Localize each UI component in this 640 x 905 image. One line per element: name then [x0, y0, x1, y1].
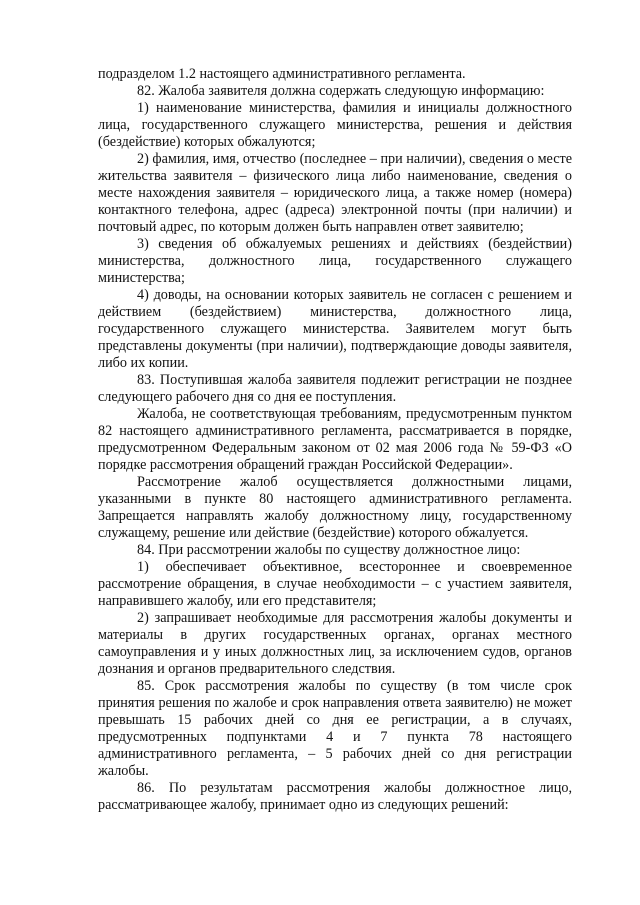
paragraph-83-review: Рассмотрение жалоб осуществляется должностными лицами, указанными в пункте 80 настоящего административного регламента. Запрещается направлять жалобу должностному лицу, государственному служащему, решение или действие (бездействие) которого обжалуется.	[98, 474, 572, 541]
paragraph-82-item-4: 4) доводы, на основании которых заявитель не согласен с решением и действием (бездействием) министерства, должностного лица, государственного служащего министерства. Заявителем могут быть представлены документы (при наличии), подтверждающие доводы заявителя, либо их копии.	[98, 287, 572, 371]
paragraph-83-noncompliant: Жалоба, не соответствующая требованиям, предусмотренным пунктом 82 настоящего административного регламента, рассматривается в порядке, предусмотренном Федеральным законом от 02 мая 2006 года № 59-ФЗ «О порядке рассмотрения обращений граждан Российской Федерации».	[98, 406, 572, 473]
paragraph-84: 84. При рассмотрении жалобы по существу должностное лицо:	[137, 542, 521, 558]
paragraph-82-item-1: 1) наименование министерства, фамилия и инициалы должностного лица, государственного служащего министерства, решения и действия (бездействие) которых обжалуются;	[98, 100, 572, 150]
paragraph-82-item-2: 2) фамилия, имя, отчество (последнее – при наличии), сведения о месте жительства заявителя – физического лица либо наименование, сведения о месте нахождения заявителя – юридического лица, а также номер (номера) контактного телефона, адрес (адреса) электронной почты (при наличии) и почтовый адрес, по которым должен быть направлен ответ заявителю;	[98, 151, 572, 235]
paragraph-84-item-1: 1) обеспечивает объективное, всестороннее и своевременное рассмотрение обращения, в случае необходимости – с участием заявителя, направившего жалобу, или его представителя;	[98, 559, 572, 609]
paragraph-84-item-2: 2) запрашивает необходимые для рассмотрения жалобы документы и материалы в других государственных органах, органах местного самоуправления и у иных должностных лиц, за исключением судов, органов дознания и органов предварительного следствия.	[98, 610, 572, 677]
paragraph-85: 85. Срок рассмотрения жалобы по существу (в том числе срок принятия решения по жалобе и срок направления ответа заявителю) не может превышать 15 рабочих дней со дня ее регистрации, а в случаях, предусмотренных подпунктами 4 и 7 пункта 78 настоящего административного регламента, – 5 рабочих дней со дня регистрации жалобы.	[98, 678, 572, 779]
paragraph-83: 83. Поступившая жалоба заявителя подлежит регистрации не позднее следующего рабочего дня со дня ее поступления.	[98, 372, 572, 405]
paragraph-82: 82. Жалоба заявителя должна содержать следующую информацию:	[137, 83, 545, 99]
document-body	[98, 66, 572, 814]
paragraph-86: 86. По результатам рассмотрения жалобы должностное лицо, рассматривающее жалобу, принимает одно из следующих решений:	[98, 780, 572, 813]
paragraph-continuation: подразделом 1.2 настоящего административного регламента.	[98, 66, 466, 82]
paragraph-82-item-3: 3) сведения об обжалуемых решениях и действиях (бездействии) министерства, должностного лица, государственного служащего министерства;	[98, 236, 572, 286]
